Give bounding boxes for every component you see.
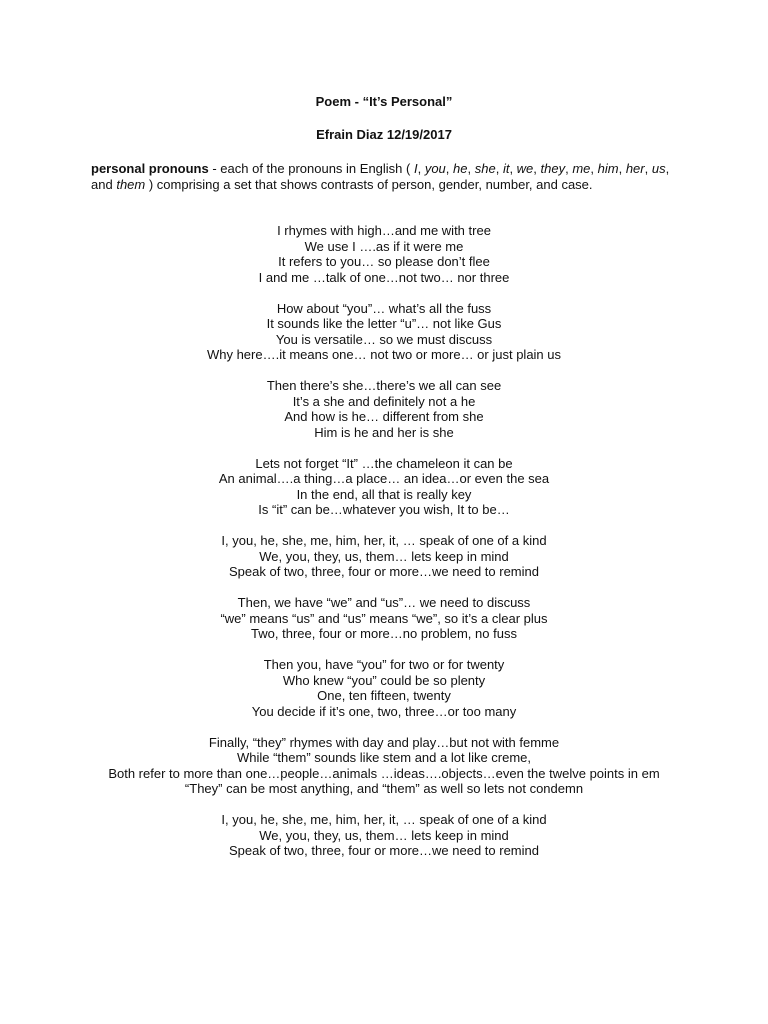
pronoun: him [597, 161, 619, 176]
poem-line: I rhymes with high…and me with tree [277, 223, 491, 238]
author-date-line: Efrain Diaz 12/19/2017 [316, 127, 452, 142]
poem-line: You decide if it’s one, two, three…or too many [251, 703, 517, 719]
stanza [96, 223, 672, 285]
poem-body [96, 223, 672, 874]
poem-line: Lets not forget “It” …the chameleon it can be [255, 455, 513, 471]
definition-paragraph: personal pronouns - each of the pronouns in English ( I, you, he, she, it, we, they, me, him, her, us, and them ) comprising a set that shows contrasts of person, gender, number, and case. [91, 161, 670, 192]
pronoun: they [540, 161, 566, 176]
poem-line: Why here….it means one… not two or more… or just plain us [206, 347, 562, 362]
poem-line: We, you, they, us, them… lets keep in mind [259, 827, 509, 843]
pronoun: we [516, 161, 534, 176]
definition-intro: - each of the pronouns in English ( [208, 161, 414, 176]
poem-line: Is “it” can be…whatever you wish, It to be… [258, 502, 510, 517]
pronoun: I [413, 161, 418, 176]
pronoun: her [625, 161, 645, 176]
poem-line: Speak of two, three, four or more…we need to remind [229, 843, 539, 858]
poem-line: I, you, he, she, me, him, her, it, … speak of one of a kind [221, 812, 547, 827]
definition-closing: ) comprising a set that shows contrasts of person, gender, number, and case. [145, 177, 593, 192]
stanza [96, 735, 672, 797]
poem-line: Then you, have “you” for two or for twenty [263, 657, 505, 672]
pronoun: me [572, 161, 591, 176]
pronoun: us [651, 161, 666, 176]
poem-line: How about “you”… what’s all the fuss [276, 300, 492, 316]
poem-line: One, ten fifteen, twenty [317, 688, 451, 703]
and-word: and [91, 177, 113, 192]
stanza [96, 378, 672, 440]
stanza [96, 812, 672, 859]
poem-line: It’s a she and definitely not a he [292, 393, 476, 409]
stanza [96, 533, 672, 580]
pronoun: she [474, 161, 496, 176]
poem-line: I and me …talk of one…not two… nor three [258, 269, 510, 285]
pronoun: them [116, 177, 146, 192]
stanza [96, 456, 672, 518]
poem-line: Him is he and her is she [314, 424, 454, 440]
poem-line: Both refer to more than one…people…animals …ideas….objects…even the twelve points in em [108, 765, 660, 781]
poem-line: An animal….a thing…a place… an idea…or even the sea [218, 471, 550, 486]
pronoun: it [502, 161, 510, 176]
poem-title: Poem - “It’s Personal” [315, 94, 453, 109]
stanza [96, 595, 672, 642]
poem-line: Speak of two, three, four or more…we need to remind [229, 564, 539, 579]
pronoun: you [424, 161, 446, 176]
poem-line: And how is he… different from she [284, 409, 484, 424]
poem-line: We use I ….as if it were me [304, 238, 464, 254]
poem-line: It refers to you… so please don’t flee [278, 254, 490, 269]
poem-line: Two, three, four or more…no problem, no fuss [251, 626, 517, 641]
poem-line: It sounds like the letter “u”… not like Gus [266, 316, 502, 331]
poem-line: I, you, he, she, me, him, her, it, … speak of one of a kind [221, 533, 547, 548]
poem-line: “we” means “us” and “us” means “we”, so it’s a clear plus [220, 610, 548, 626]
stanza [96, 301, 672, 363]
pronoun: he [453, 161, 468, 176]
stanza [96, 657, 672, 719]
poem-line: While “them” sounds like stem and a lot like creme, [236, 750, 532, 765]
definition-term: personal pronouns [91, 161, 209, 176]
poem-line: Then, we have “we” and “us”… we need to discuss [237, 595, 531, 610]
poem-line: Then there’s she…there’s we all can see [266, 378, 502, 393]
poem-line: You is versatile… so we must discuss [275, 331, 493, 347]
poem-line: Who knew “you” could be so plenty [282, 672, 486, 688]
poem-line: “They” can be most anything, and “them” as well so lets not condemn [184, 781, 584, 796]
poem-line: In the end, all that is really key [296, 486, 472, 502]
poem-line: We, you, they, us, them… lets keep in mind [259, 548, 509, 564]
poem-line: Finally, “they” rhymes with day and play…but not with femme [208, 734, 560, 750]
